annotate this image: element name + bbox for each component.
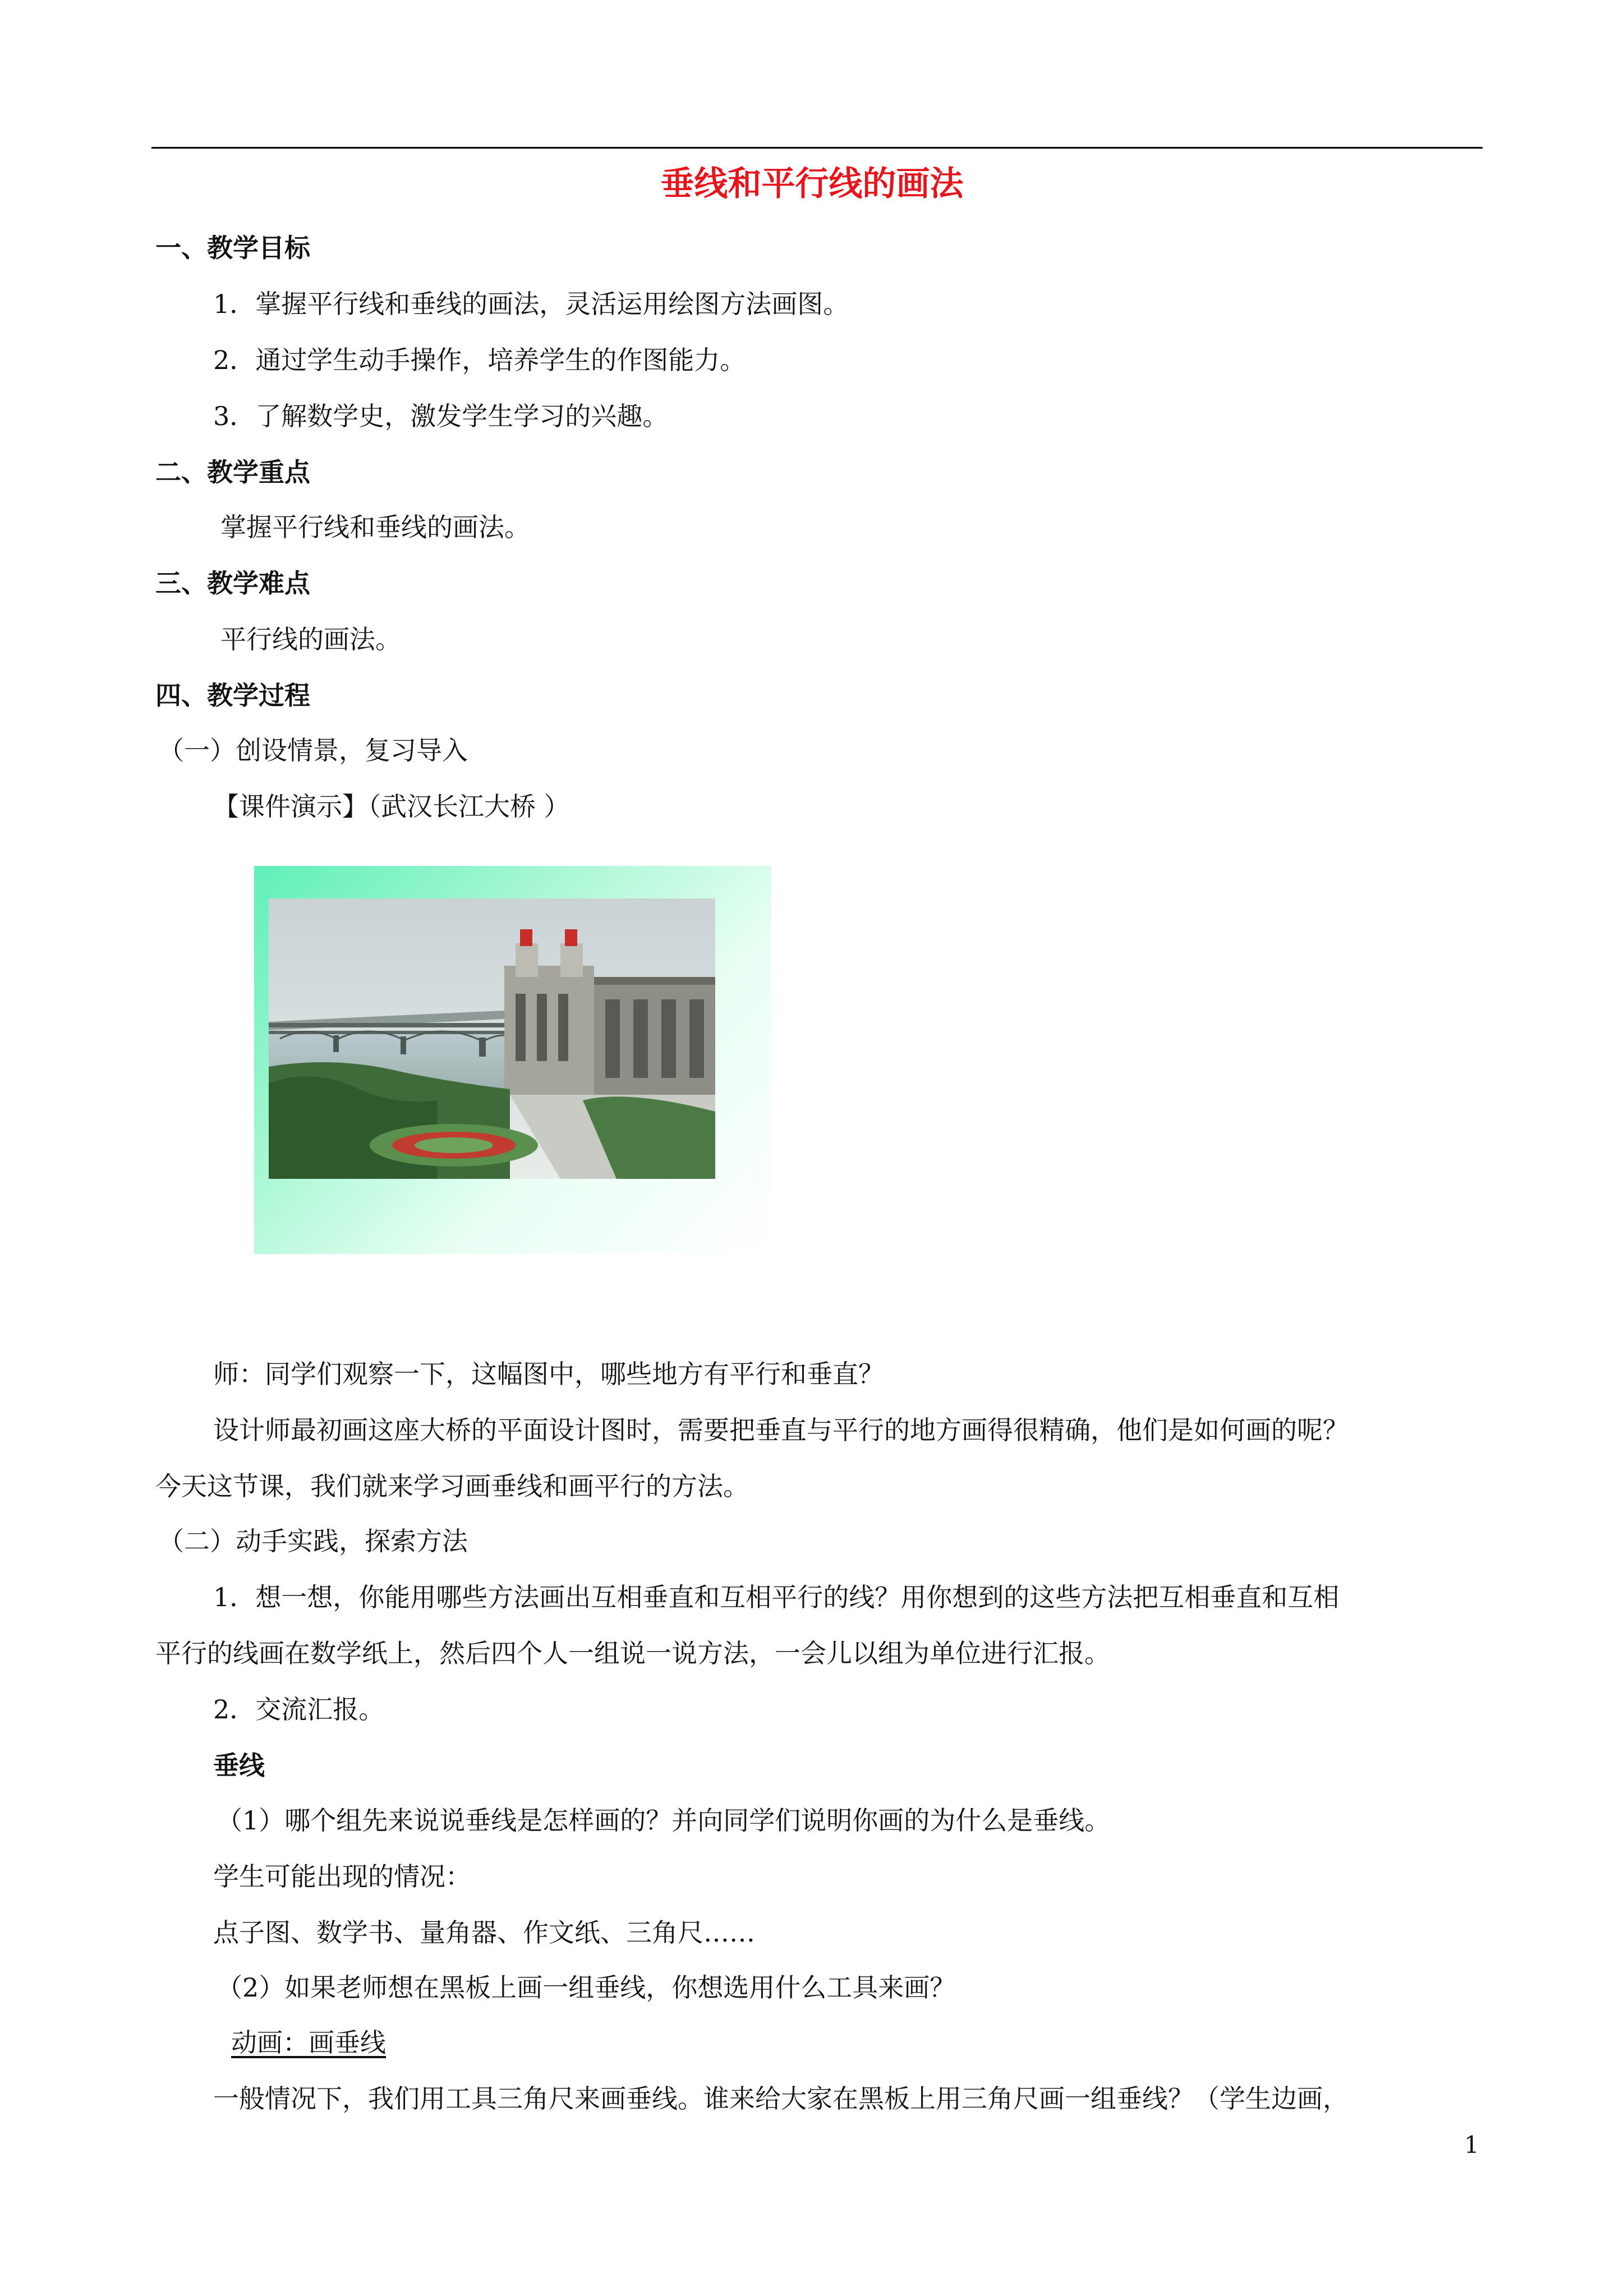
teacher-question: 师：同学们观察一下，这幅图中，哪些地方有平行和垂直？	[213, 1359, 884, 1389]
section-heading-key-points: 二、教学重点	[155, 457, 310, 487]
possible-situations: 学生可能出现的情况：	[213, 1861, 471, 1892]
process-part-1-heading: （一）创设情景，复习导入	[158, 735, 468, 766]
objective-item-3: 3．了解数学史，激发学生学习的兴趣。	[213, 401, 669, 431]
design-paragraph-line-2: 今天这节课，我们就来学习画垂线和画平行的方法。	[155, 1471, 749, 1501]
question-2: （2）如果老师想在黑板上画一组垂线，你想选用什么工具来画？	[217, 1972, 956, 2003]
page-title: 垂线和平行线的画法	[660, 164, 964, 204]
question-1: （1）哪个组先来说说垂线是怎样画的？并向同学们说明你画的为什么是垂线。	[217, 1805, 1111, 1836]
report-item: 2．交流汇报。	[213, 1694, 385, 1725]
courseware-label: 【课件演示】（武汉长江大桥 ）	[213, 791, 570, 822]
animation-link[interactable]: 动画：画垂线	[231, 2027, 386, 2058]
difficulty-text: 平行线的画法。	[220, 624, 401, 654]
header-rule	[151, 147, 1483, 149]
process-part-2-heading: （二）动手实践，探索方法	[158, 1526, 468, 1556]
section-heading-process: 四、教学过程	[155, 680, 310, 711]
key-points-text: 掌握平行线和垂线的画法。	[220, 512, 530, 542]
think-paragraph-line-1: 1．想一想，你能用哪些方法画出互相垂直和互相平行的线？用你想到的这些方法把互相垂直和互相	[213, 1582, 1340, 1612]
objective-item-2: 2．通过学生动手操作，培养学生的作图能力。	[213, 345, 746, 375]
objective-item-1: 1．掌握平行线和垂线的画法，灵活运用绘图方法画图。	[213, 289, 849, 319]
page-number: 1	[1464, 2131, 1479, 2159]
tools-list: 点子图、数学书、量角器、作文纸、三角尺……	[213, 1917, 755, 1948]
vertical-line-heading: 垂线	[213, 1750, 265, 1781]
bridge-photo-frame	[254, 866, 771, 1254]
bridge-photo	[269, 898, 715, 1179]
section-heading-objectives: 一、教学目标	[155, 233, 310, 263]
design-paragraph-line-1: 设计师最初画这座大桥的平面设计图时，需要把垂直与平行的地方画得很精确，他们是如何画的呢？	[213, 1415, 1349, 1445]
section-heading-difficulty: 三、教学难点	[155, 568, 310, 598]
general-paragraph: 一般情况下，我们用工具三角尺来画垂线。谁来给大家在黑板上用三角尺画一组垂线？（学生边画，	[213, 2083, 1349, 2114]
think-paragraph-line-2: 平行的线画在数学纸上，然后四个人一组说一说方法，一会儿以组为单位进行汇报。	[155, 1638, 1110, 1668]
